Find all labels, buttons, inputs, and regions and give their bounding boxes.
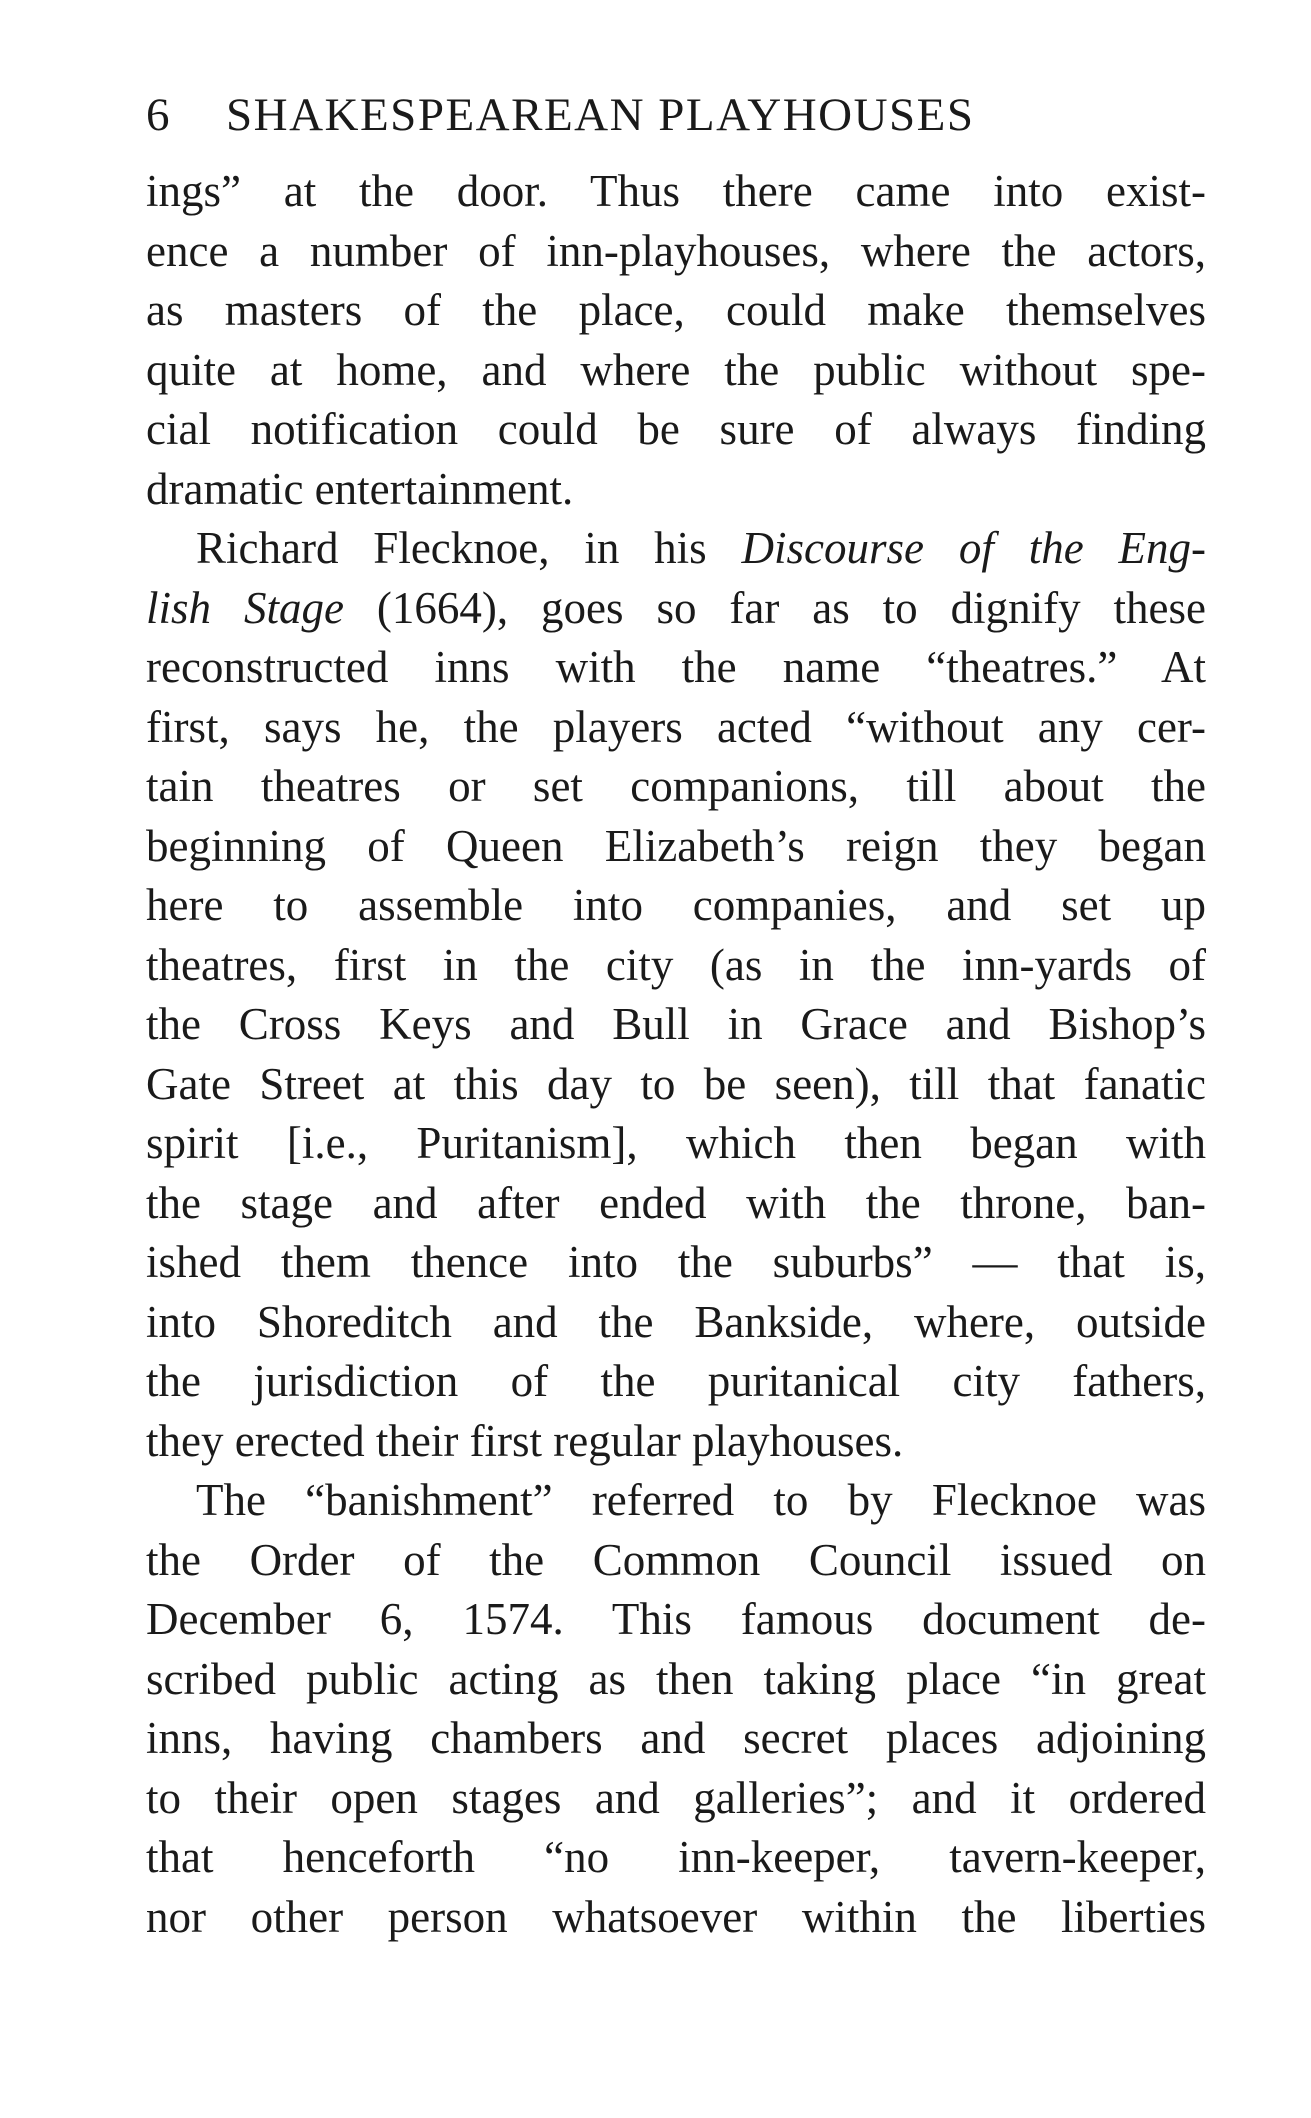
text-line: they erected their first regular playhouses. xyxy=(146,1415,904,1466)
text-line: tain theatres or set companions, till about the xyxy=(146,761,1206,811)
body-text xyxy=(146,162,1206,1947)
text-line: quite at home, and where the public without spe- xyxy=(146,344,1206,395)
text-line: ished them thence into the suburbs” — that is, xyxy=(146,1237,1206,1287)
text-line: scribed public acting as then taking place “in great xyxy=(146,1653,1206,1704)
text-line: that henceforth “no inn-keeper, tavern-keeper, xyxy=(146,1832,1206,1882)
text-line: the Order of the Common Council issued on xyxy=(146,1534,1206,1585)
text-line: ence a number of inn-playhouses, where the actors, xyxy=(146,225,1206,276)
text-run: Richard Flecknoe, in his xyxy=(196,523,742,573)
text-line: spirit [i.e., Puritanism], which then began with xyxy=(146,1118,1206,1168)
text-line xyxy=(146,519,1206,579)
running-title: SHAKESPEAREAN PLAYHOUSES xyxy=(226,89,975,141)
text-line: as masters of the place, could make themselves xyxy=(146,285,1206,335)
text-line: ings” at the door. Thus there came into exist- xyxy=(146,166,1206,216)
text-line: theatres, first in the city (as in the inn-yards of xyxy=(146,939,1206,990)
page-number: 6 xyxy=(146,89,171,141)
text-line: cial notification could be sure of always finding xyxy=(146,404,1206,454)
book-page xyxy=(146,88,1206,1947)
text-line: nor other person whatsoever within the liberties xyxy=(146,1891,1206,1942)
italic-title: Discourse of the Eng- xyxy=(741,523,1206,573)
text-line: into Shoreditch and the Bankside, where, outside xyxy=(146,1296,1206,1347)
running-head xyxy=(146,88,1206,158)
text-line: dramatic entertainment. xyxy=(146,463,574,514)
text-line: Gate Street at this day to be seen), till that fanatic xyxy=(146,1058,1206,1109)
text-line: The “banishment” referred to by Flecknoe was xyxy=(196,1475,1206,1525)
text-line: to their open stages and galleries”; and it ordered xyxy=(146,1772,1206,1823)
text-run: (1664), goes so far as to dignify these xyxy=(343,582,1206,633)
text-line: first, says he, the players acted “without any cer- xyxy=(146,701,1206,752)
text-line: here to assemble into companies, and set up xyxy=(146,880,1206,930)
italic-title: lish Stage xyxy=(146,582,344,633)
text-line: December 6, 1574. This famous document de- xyxy=(146,1594,1206,1644)
text-line: the stage and after ended with the throne, ban- xyxy=(146,1177,1206,1228)
text-line: beginning of Queen Elizabeth’s reign they began xyxy=(146,820,1206,871)
text-line: inns, having chambers and secret places adjoining xyxy=(146,1713,1206,1763)
text-line: reconstructed inns with the name “theatres.” At xyxy=(146,642,1206,692)
text-line: the Cross Keys and Bull in Grace and Bishop’s xyxy=(146,999,1206,1049)
text-line xyxy=(146,579,1206,639)
text-line: the jurisdiction of the puritanical city fathers, xyxy=(146,1356,1206,1406)
